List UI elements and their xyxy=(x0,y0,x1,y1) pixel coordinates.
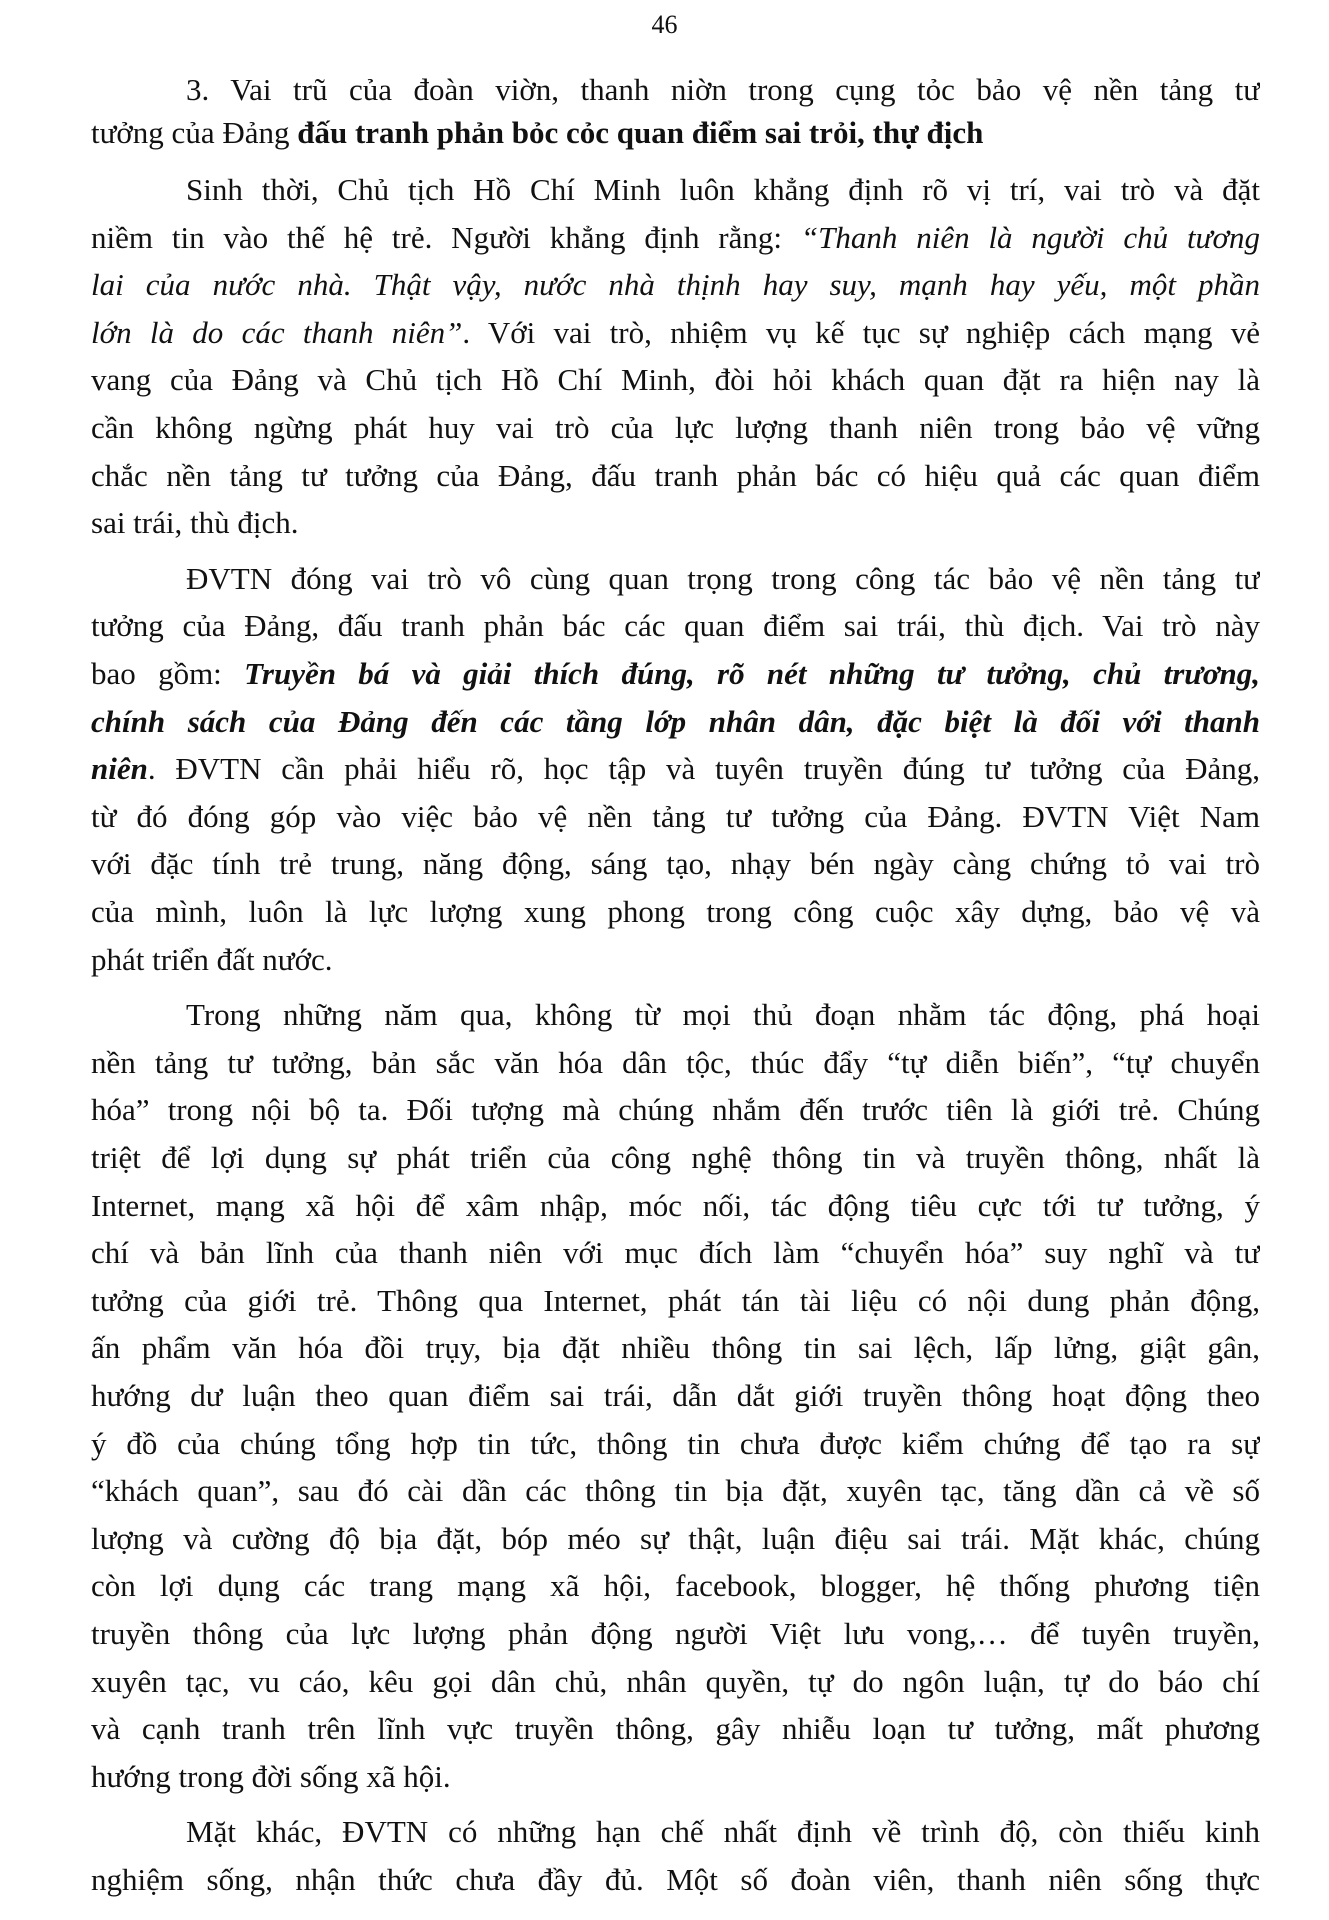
body-text-span: vang của Đảng và Chủ tịch Hồ Chí Minh, đòi hỏi khách quan đặt ra hiện nay là xyxy=(91,362,1260,397)
body-text-span: hóa” trong nội bộ ta. Đối tượng mà chúng nhắm đến trước tiên là giới trẻ. Chúng xyxy=(91,1092,1260,1127)
body-text-span: phát triển đất nước. xyxy=(91,942,333,977)
text-line xyxy=(91,311,1260,355)
text-line xyxy=(91,1279,1260,1323)
section-heading-text: 3. Vai trũ của đoàn viờn, thanh niờn trong cụng tỏc bảo vệ nền tảng tư xyxy=(186,72,1260,107)
text-line xyxy=(91,454,1260,498)
page-number: 46 xyxy=(651,10,678,39)
text-line xyxy=(91,1184,1260,1228)
body-text-span: bao gồm: xyxy=(91,656,245,691)
text-line xyxy=(91,406,1260,450)
text-line xyxy=(186,1810,1260,1854)
body-text-span: Sinh thời, Chủ tịch Hồ Chí Minh luôn khẳng định rõ vị trí, vai trò và đặt xyxy=(186,172,1260,207)
text-line xyxy=(91,358,1260,402)
text-line xyxy=(91,263,1260,307)
section-heading-bold-text: đấu tranh phản bỏc cỏc quan điểm sai trỏi, thự địch xyxy=(297,115,984,150)
body-text-span: . Với vai trò, nhiệm vụ kế tục sự nghiệp cách mạng vẻ xyxy=(462,315,1260,350)
text-line xyxy=(91,501,1260,545)
emphasis-text: chính sách của Đảng đến các tầng lớp nhân dân, đặc biệt là đối với thanh xyxy=(91,704,1260,739)
body-text-span: triệt để lợi dụng sự phát triển của công nghệ thông tin và truyền thông, nhất là xyxy=(91,1140,1260,1175)
text-line xyxy=(91,1422,1260,1466)
body-text-span: với đặc tính trẻ trung, năng động, sáng tạo, nhạy bén ngày càng chứng tỏ vai trò xyxy=(91,846,1260,881)
text-line xyxy=(91,1755,1260,1799)
section-heading-line-2 xyxy=(91,111,1260,155)
body-text-span: của mình, luôn là lực lượng xung phong trong công cuộc xây dựng, bảo vệ và xyxy=(91,894,1260,929)
body-text-span: Trong những năm qua, không từ mọi thủ đoạn nhằm tác động, phá hoại xyxy=(186,997,1260,1032)
text-line xyxy=(91,1707,1260,1751)
body-text-span: xuyên tạc, vu cáo, kêu gọi dân chủ, nhân quyền, tự do ngôn luận, tự do báo chí xyxy=(91,1664,1260,1699)
body-text-span: niềm tin vào thế hệ trẻ. Người khẳng định rằng: xyxy=(91,220,801,255)
text-line xyxy=(91,1517,1260,1561)
body-text-span: chắc nền tảng tư tưởng của Đảng, đấu tranh phản bác có hiệu quả các quan điểm xyxy=(91,458,1260,493)
body-text-span: tưởng của Đảng, đấu tranh phản bác các quan điểm sai trái, thù địch. Vai trò này xyxy=(91,608,1260,643)
text-line xyxy=(91,1041,1260,1085)
text-line xyxy=(91,938,1260,982)
text-line xyxy=(91,747,1260,791)
body-text-span: “khách quan”, sau đó cài dần các thông tin bịa đặt, xuyên tạc, tăng dần cả về số xyxy=(91,1473,1260,1508)
text-line xyxy=(91,1858,1260,1902)
text-line xyxy=(91,1326,1260,1370)
text-line xyxy=(91,1469,1260,1513)
emphasis-text: niên xyxy=(91,751,148,786)
text-line xyxy=(91,795,1260,839)
body-text-span: Mặt khác, ĐVTN có những hạn chế nhất định về trình độ, còn thiếu kinh xyxy=(186,1814,1260,1849)
text-line xyxy=(91,890,1260,934)
body-text-span: nghiệm sống, nhận thức chưa đầy đủ. Một số đoàn viên, thanh niên sống thực xyxy=(91,1862,1260,1897)
body-text-span: ý đồ của chúng tổng hợp tin tức, thông tin chưa được kiểm chứng để tạo ra sự xyxy=(91,1426,1260,1461)
text-line xyxy=(91,1612,1260,1656)
text-line xyxy=(186,557,1260,601)
body-text-span: truyền thông của lực lượng phản động người Việt lưu vong,… để tuyên truyền, xyxy=(91,1616,1260,1651)
text-line xyxy=(186,168,1260,212)
body-text-span: lượng và cường độ bịa đặt, bóp méo sự thật, luận điệu sai trái. Mặt khác, chúng xyxy=(91,1521,1260,1556)
text-line xyxy=(91,652,1260,696)
text-line xyxy=(91,1374,1260,1418)
text-line xyxy=(91,216,1260,260)
quote-text: lớn là do các thanh niên” xyxy=(91,315,463,350)
text-line xyxy=(91,1660,1260,1704)
body-text-span: còn lợi dụng các trang mạng xã hội, facebook, blogger, hệ thống phương tiện xyxy=(91,1568,1260,1603)
text-line xyxy=(186,993,1260,1037)
quote-text: lai của nước nhà. Thật vậy, nước nhà thịnh hay suy, mạnh hay yếu, một phần xyxy=(91,267,1260,302)
body-text-span: chí và bản lĩnh của thanh niên với mục đích làm “chuyển hóa” suy nghĩ và tư xyxy=(91,1235,1260,1270)
quote-text: “Thanh niên là người chủ tương xyxy=(800,220,1260,255)
text-line xyxy=(91,1088,1260,1132)
body-text-span: và cạnh tranh trên lĩnh vực truyền thông, gây nhiễu loạn tư tưởng, mất phương xyxy=(91,1711,1260,1746)
body-text-span: cần không ngừng phát huy vai trò của lực lượng thanh niên trong bảo vệ vững xyxy=(91,410,1260,445)
text-line xyxy=(91,842,1260,886)
text-line xyxy=(91,1136,1260,1180)
emphasis-text: Truyền bá và giải thích đúng, rõ nét những tư tưởng, chủ trương, xyxy=(244,656,1260,691)
body-text-span: từ đó đóng góp vào việc bảo vệ nền tảng tư tưởng của Đảng. ĐVTN Việt Nam xyxy=(91,799,1260,834)
text-line xyxy=(91,1564,1260,1608)
text-line xyxy=(91,700,1260,744)
body-text-span: . ĐVTN cần phải hiểu rõ, học tập và tuyên truyền đúng tư tưởng của Đảng, xyxy=(147,751,1260,786)
body-text-span: sai trái, thù địch. xyxy=(91,505,299,540)
body-text-span: nền tảng tư tưởng, bản sắc văn hóa dân tộc, thúc đẩy “tự diễn biến”, “tự chuyển xyxy=(91,1045,1260,1080)
section-heading-text: tưởng của Đảng xyxy=(91,115,298,150)
text-line xyxy=(91,604,1260,648)
body-text-span: ấn phẩm văn hóa đồi trụy, bịa đặt nhiều thông tin sai lệch, lấp lửng, giật gân, xyxy=(91,1330,1260,1365)
body-text-span: Internet, mạng xã hội để xâm nhập, móc nối, tác động tiêu cực tới tư tưởng, ý xyxy=(91,1188,1260,1223)
section-heading-line-1 xyxy=(186,68,1260,112)
body-text-span: hướng dư luận theo quan điểm sai trái, dẫn dắt giới truyền thông hoạt động theo xyxy=(91,1378,1260,1413)
body-text-span: tưởng của giới trẻ. Thông qua Internet, phát tán tài liệu có nội dung phản động, xyxy=(91,1283,1260,1318)
body-text-span: ĐVTN đóng vai trò vô cùng quan trọng trong công tác bảo vệ nền tảng tư xyxy=(186,561,1260,596)
body-text-span: hướng trong đời sống xã hội. xyxy=(91,1759,451,1794)
text-line xyxy=(91,1231,1260,1275)
